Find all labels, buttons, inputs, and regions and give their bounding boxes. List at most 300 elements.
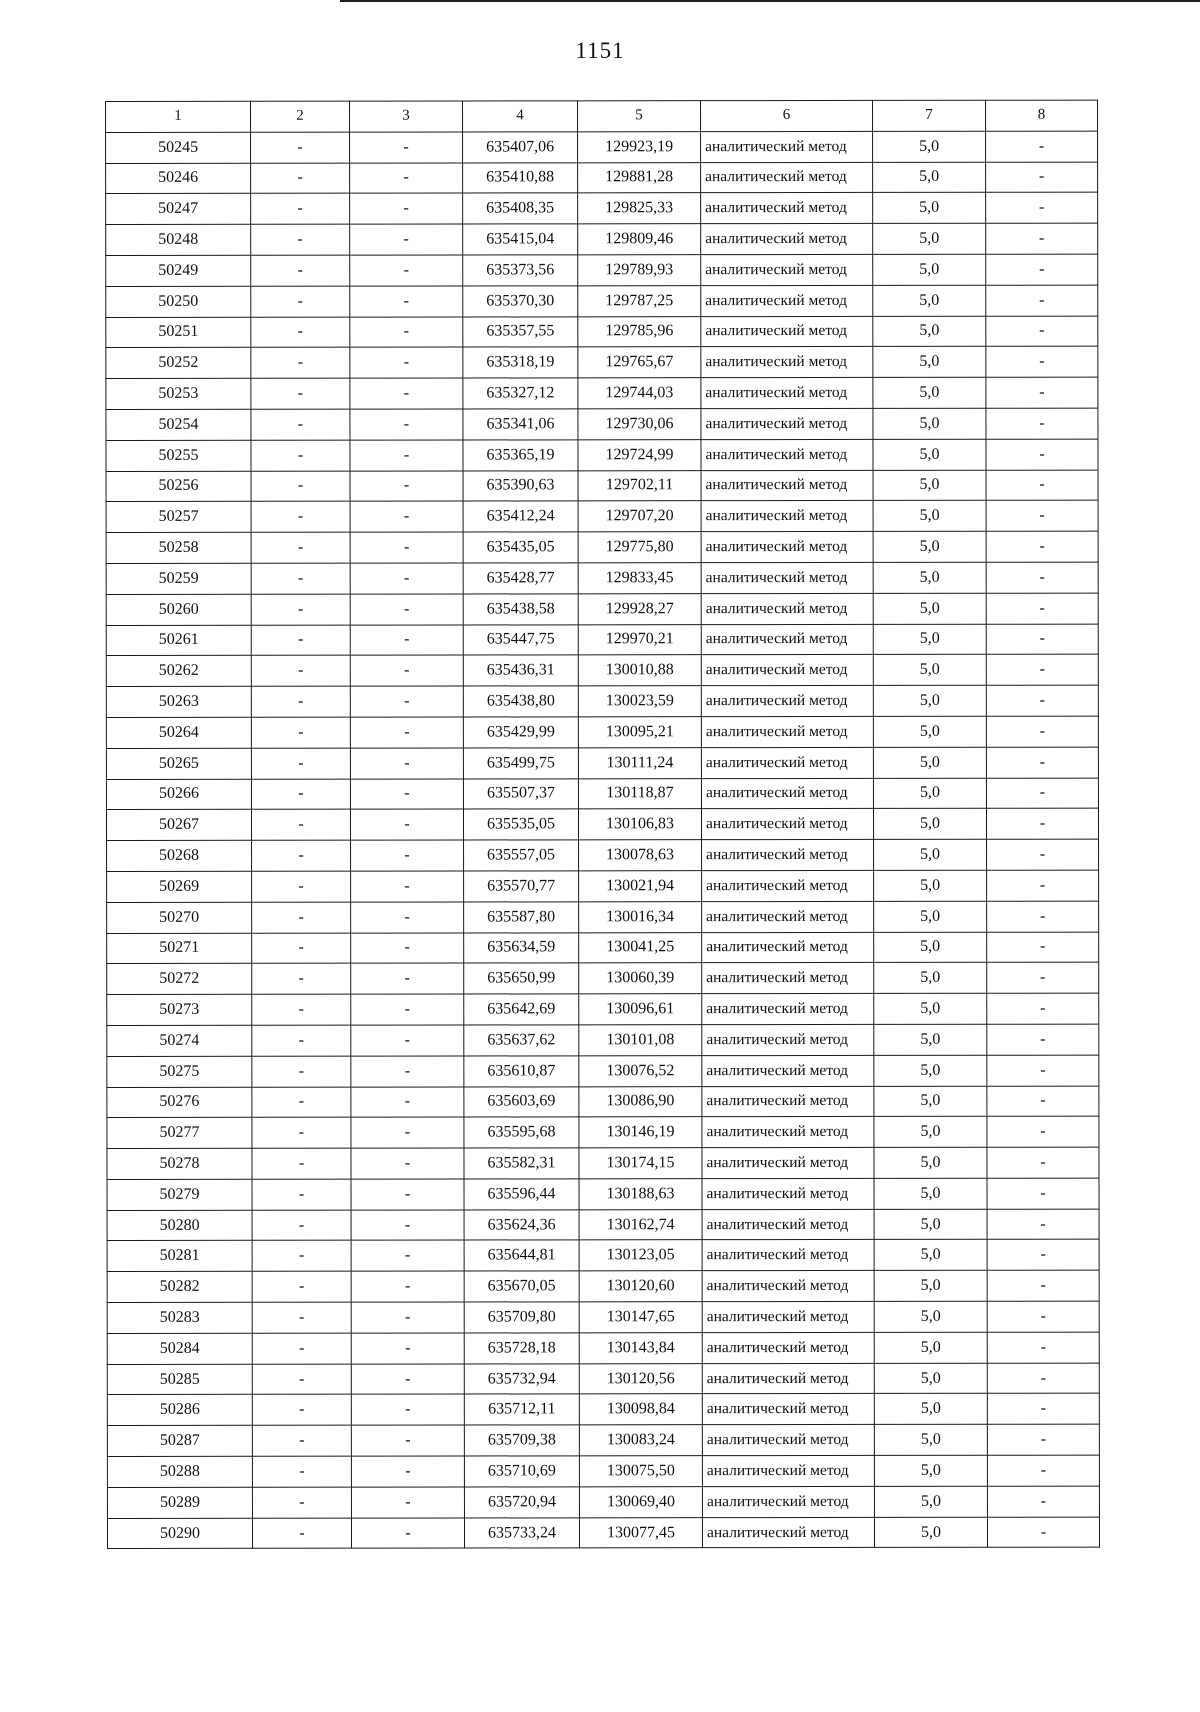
table-row — [106, 470, 1098, 502]
method-cell: аналитический метод — [701, 501, 873, 532]
method-cell: аналитический метод — [702, 1517, 874, 1548]
column-8-cell: - — [986, 470, 1098, 501]
column-header: 3 — [350, 101, 463, 132]
point-number-cell: 50260 — [106, 594, 251, 625]
accuracy-cell: 5,0 — [873, 716, 986, 747]
y-coordinate-cell: 130083,24 — [579, 1425, 702, 1456]
column-8-cell: - — [987, 1517, 1099, 1548]
x-coordinate-cell: 635507,37 — [463, 778, 578, 809]
x-coordinate-cell: 635610,87 — [464, 1056, 579, 1087]
column-2-cell: - — [252, 1241, 351, 1272]
table-row — [107, 1240, 1099, 1272]
point-number-cell: 50286 — [107, 1395, 252, 1426]
accuracy-cell: 5,0 — [873, 131, 986, 162]
y-coordinate-cell: 129970,21 — [578, 624, 701, 655]
accuracy-cell: 5,0 — [874, 1486, 987, 1517]
column-3-cell: - — [350, 471, 463, 502]
accuracy-cell: 5,0 — [873, 470, 986, 501]
y-coordinate-cell: 130118,87 — [578, 778, 701, 809]
table-row — [107, 1209, 1099, 1241]
column-8-cell: - — [987, 1178, 1099, 1209]
point-number-cell: 50287 — [107, 1426, 252, 1457]
table-row — [106, 500, 1098, 532]
accuracy-cell: 5,0 — [873, 747, 986, 778]
column-8-cell: - — [986, 624, 1098, 655]
column-3-cell: - — [350, 163, 463, 194]
y-coordinate-cell: 129881,28 — [578, 162, 701, 193]
column-2-cell: - — [252, 1456, 351, 1487]
column-2-cell: - — [251, 625, 350, 656]
method-cell: аналитический метод — [702, 1394, 874, 1425]
x-coordinate-cell: 635357,55 — [463, 316, 578, 347]
y-coordinate-cell: 130060,39 — [579, 963, 702, 994]
column-3-cell: - — [351, 1333, 464, 1364]
column-8-cell: - — [986, 654, 1098, 685]
column-8-cell: - — [986, 562, 1098, 593]
y-coordinate-cell: 130120,56 — [579, 1363, 702, 1394]
table-row — [106, 285, 1098, 317]
method-cell: аналитический метод — [701, 470, 873, 501]
x-coordinate-cell: 635410,88 — [463, 162, 578, 193]
y-coordinate-cell: 130069,40 — [579, 1487, 702, 1518]
column-2-cell: - — [251, 779, 350, 810]
method-cell: аналитический метод — [701, 778, 873, 809]
method-cell: аналитический метод — [701, 254, 873, 285]
column-2-cell: - — [252, 902, 351, 933]
method-cell: аналитический метод — [701, 562, 873, 593]
x-coordinate-cell: 635341,06 — [463, 409, 578, 440]
y-coordinate-cell: 130143,84 — [579, 1333, 702, 1364]
y-coordinate-cell: 130146,19 — [579, 1117, 702, 1148]
column-3-cell: - — [350, 779, 463, 810]
column-8-cell: - — [987, 932, 1099, 963]
accuracy-cell: 5,0 — [874, 1271, 987, 1302]
point-number-cell: 50278 — [107, 1148, 252, 1179]
table-row — [107, 1116, 1099, 1148]
accuracy-cell: 5,0 — [874, 1301, 987, 1332]
column-8-cell: - — [986, 808, 1098, 839]
x-coordinate-cell: 635650,99 — [464, 963, 579, 994]
y-coordinate-cell: 129775,80 — [578, 532, 701, 563]
column-8-cell: - — [987, 839, 1099, 870]
accuracy-cell: 5,0 — [874, 1024, 987, 1055]
x-coordinate-cell: 635438,58 — [463, 594, 578, 625]
column-3-cell: - — [351, 963, 464, 994]
point-number-cell: 50263 — [106, 686, 251, 717]
y-coordinate-cell: 130188,63 — [579, 1179, 702, 1210]
method-cell: аналитический метод — [701, 624, 873, 655]
table-row — [107, 901, 1099, 933]
column-3-cell: - — [350, 317, 463, 348]
y-coordinate-cell: 130095,21 — [578, 717, 701, 748]
column-3-cell: - — [351, 871, 464, 902]
column-2-cell: - — [252, 1518, 351, 1549]
accuracy-cell: 5,0 — [873, 778, 986, 809]
column-3-cell: - — [351, 1056, 464, 1087]
column-3-cell: - — [351, 1425, 464, 1456]
method-cell: аналитический метод — [702, 1363, 874, 1394]
accuracy-cell: 5,0 — [873, 562, 986, 593]
point-number-cell: 50265 — [106, 748, 251, 779]
method-cell: аналитический метод — [701, 131, 873, 162]
accuracy-cell: 5,0 — [874, 1055, 987, 1086]
accuracy-cell: 5,0 — [874, 839, 987, 870]
column-8-cell: - — [986, 747, 1098, 778]
accuracy-cell: 5,0 — [874, 1394, 987, 1425]
column-3-cell: - — [350, 686, 463, 717]
column-header: 7 — [872, 100, 985, 131]
column-3-cell: - — [350, 440, 463, 471]
x-coordinate-cell: 635603,69 — [464, 1086, 579, 1117]
column-3-cell: - — [350, 532, 463, 563]
method-cell: аналитический метод — [701, 747, 873, 778]
table-row — [107, 1178, 1099, 1210]
method-cell: аналитический метод — [701, 655, 873, 686]
column-8-cell: - — [987, 1055, 1099, 1086]
column-2-cell: - — [252, 1364, 351, 1395]
table-row — [106, 685, 1098, 717]
column-2-cell: - — [252, 1025, 351, 1056]
column-3-cell: - — [351, 1179, 464, 1210]
column-8-cell: - — [987, 993, 1099, 1024]
point-number-cell: 50257 — [106, 502, 251, 533]
point-number-cell: 50258 — [106, 532, 251, 563]
column-3-cell: - — [351, 933, 464, 964]
point-number-cell: 50245 — [106, 132, 251, 163]
point-number-cell: 50282 — [107, 1272, 252, 1303]
coordinates-table — [105, 100, 1100, 1550]
top-border-line — [340, 0, 1200, 2]
column-2-cell: - — [251, 563, 350, 594]
column-2-cell: - — [251, 409, 350, 440]
y-coordinate-cell: 129765,67 — [578, 347, 701, 378]
point-number-cell: 50279 — [107, 1179, 252, 1210]
y-coordinate-cell: 130023,59 — [578, 686, 701, 717]
column-2-cell: - — [252, 1487, 351, 1518]
point-number-cell: 50247 — [106, 194, 251, 225]
x-coordinate-cell: 635587,80 — [464, 902, 579, 933]
column-8-cell: - — [986, 131, 1098, 162]
column-2-cell: - — [251, 132, 350, 163]
y-coordinate-cell: 130016,34 — [579, 901, 702, 932]
point-number-cell: 50268 — [107, 840, 252, 871]
point-number-cell: 50266 — [106, 779, 251, 810]
column-2-cell: - — [252, 933, 351, 964]
x-coordinate-cell: 635428,77 — [463, 563, 578, 594]
column-header: 8 — [985, 100, 1097, 131]
method-cell: аналитический метод — [701, 716, 873, 747]
point-number-cell: 50249 — [106, 255, 251, 286]
point-number-cell: 50256 — [106, 471, 251, 502]
y-coordinate-cell: 130078,63 — [579, 840, 702, 871]
table-row — [106, 747, 1098, 779]
column-8-cell: - — [986, 531, 1098, 562]
accuracy-cell: 5,0 — [873, 193, 986, 224]
column-2-cell: - — [251, 317, 350, 348]
column-8-cell: - — [987, 1301, 1099, 1332]
point-number-cell: 50272 — [107, 964, 252, 995]
table-row — [106, 593, 1098, 625]
x-coordinate-cell: 635710,69 — [464, 1456, 579, 1487]
method-cell: аналитический метод — [701, 193, 873, 224]
x-coordinate-cell: 635733,24 — [464, 1517, 579, 1548]
accuracy-cell: 5,0 — [874, 1332, 987, 1363]
table-row — [106, 316, 1098, 348]
column-2-cell: - — [252, 871, 351, 902]
column-8-cell: - — [987, 1455, 1099, 1486]
column-8-cell: - — [986, 778, 1098, 809]
y-coordinate-cell: 130075,50 — [579, 1456, 702, 1487]
column-header: 6 — [701, 100, 873, 131]
method-cell: аналитический метод — [702, 1240, 874, 1271]
method-cell: аналитический метод — [701, 347, 873, 378]
table-row — [107, 1424, 1099, 1456]
column-8-cell: - — [986, 223, 1098, 254]
method-cell: аналитический метод — [701, 439, 873, 470]
column-8-cell: - — [987, 1363, 1099, 1394]
point-number-cell: 50274 — [107, 1025, 252, 1056]
point-number-cell: 50271 — [107, 933, 252, 964]
column-3-cell: - — [350, 655, 463, 686]
method-cell: аналитический метод — [702, 840, 874, 871]
column-8-cell: - — [987, 1332, 1099, 1363]
x-coordinate-cell: 635415,04 — [463, 224, 578, 255]
accuracy-cell: 5,0 — [873, 316, 986, 347]
column-2-cell: - — [251, 594, 350, 625]
method-cell: аналитический метод — [702, 1455, 874, 1486]
column-2-cell: - — [251, 502, 350, 533]
table-row — [106, 193, 1098, 225]
method-cell: аналитический метод — [701, 809, 873, 840]
x-coordinate-cell: 635365,19 — [463, 440, 578, 471]
accuracy-cell: 5,0 — [873, 408, 986, 439]
x-coordinate-cell: 635435,05 — [463, 532, 578, 563]
column-2-cell: - — [252, 840, 351, 871]
table-row — [106, 654, 1098, 686]
accuracy-cell: 5,0 — [873, 162, 986, 193]
y-coordinate-cell: 130101,08 — [579, 1025, 702, 1056]
method-cell: аналитический метод — [701, 593, 873, 624]
column-3-cell: - — [351, 1025, 464, 1056]
accuracy-cell: 5,0 — [873, 685, 986, 716]
column-2-cell: - — [251, 378, 350, 409]
accuracy-cell: 5,0 — [874, 1425, 987, 1456]
column-3-cell: - — [351, 1487, 464, 1518]
column-2-cell: - — [251, 440, 350, 471]
x-coordinate-cell: 635582,31 — [464, 1148, 579, 1179]
y-coordinate-cell: 130120,60 — [579, 1271, 702, 1302]
column-3-cell: - — [350, 409, 463, 440]
column-3-cell: - — [351, 1240, 464, 1271]
table-row — [107, 993, 1099, 1025]
column-2-cell: - — [252, 1210, 351, 1241]
accuracy-cell: 5,0 — [873, 593, 986, 624]
point-number-cell: 50264 — [106, 717, 251, 748]
x-coordinate-cell: 635732,94 — [464, 1364, 579, 1395]
accuracy-cell: 5,0 — [874, 1147, 987, 1178]
table-row — [107, 1455, 1099, 1487]
column-3-cell: - — [350, 224, 463, 255]
point-number-cell: 50261 — [106, 625, 251, 656]
y-coordinate-cell: 129833,45 — [578, 563, 701, 594]
column-2-cell: - — [252, 994, 351, 1025]
column-3-cell: - — [350, 563, 463, 594]
y-coordinate-cell: 130021,94 — [579, 871, 702, 902]
column-3-cell: - — [351, 1271, 464, 1302]
column-3-cell: - — [350, 255, 463, 286]
method-cell: аналитический метод — [702, 1055, 874, 1086]
x-coordinate-cell: 635670,05 — [464, 1271, 579, 1302]
x-coordinate-cell: 635644,81 — [464, 1240, 579, 1271]
point-number-cell: 50275 — [107, 1056, 252, 1087]
point-number-cell: 50248 — [106, 224, 251, 255]
column-8-cell: - — [987, 1209, 1099, 1240]
accuracy-cell: 5,0 — [874, 1455, 987, 1486]
accuracy-cell: 5,0 — [874, 1117, 987, 1148]
table-row — [107, 870, 1099, 902]
y-coordinate-cell: 129787,25 — [578, 285, 701, 316]
point-number-cell: 50276 — [107, 1087, 252, 1118]
accuracy-cell: 5,0 — [873, 439, 986, 470]
column-2-cell: - — [251, 656, 350, 687]
point-number-cell: 50262 — [106, 656, 251, 687]
column-8-cell: - — [986, 439, 1098, 470]
table-row — [106, 408, 1098, 440]
accuracy-cell: 5,0 — [873, 347, 986, 378]
y-coordinate-cell: 130096,61 — [579, 994, 702, 1025]
column-8-cell: - — [986, 285, 1098, 316]
accuracy-cell: 5,0 — [873, 285, 986, 316]
point-number-cell: 50251 — [106, 317, 251, 348]
column-2-cell: - — [252, 1148, 351, 1179]
table-row — [106, 778, 1098, 810]
y-coordinate-cell: 130162,74 — [579, 1209, 702, 1240]
column-8-cell: - — [987, 1270, 1099, 1301]
table-body — [106, 131, 1100, 1549]
table-row — [106, 377, 1098, 409]
column-3-cell: - — [350, 809, 463, 840]
accuracy-cell: 5,0 — [873, 809, 986, 840]
column-3-cell: - — [350, 193, 463, 224]
table-row — [106, 254, 1098, 286]
table-row — [107, 1486, 1099, 1518]
table-row — [106, 223, 1098, 255]
x-coordinate-cell: 635570,77 — [464, 871, 579, 902]
column-2-cell: - — [251, 686, 350, 717]
x-coordinate-cell: 635390,63 — [463, 470, 578, 501]
point-number-cell: 50285 — [107, 1364, 252, 1395]
accuracy-cell: 5,0 — [874, 932, 987, 963]
column-header: 1 — [106, 101, 251, 132]
method-cell: аналитический метод — [701, 408, 873, 439]
y-coordinate-cell: 130098,84 — [579, 1394, 702, 1425]
column-8-cell: - — [986, 500, 1098, 531]
method-cell: аналитический метод — [702, 1148, 874, 1179]
method-cell: аналитический метод — [702, 870, 874, 901]
accuracy-cell: 5,0 — [874, 870, 987, 901]
method-cell: аналитический метод — [702, 1178, 874, 1209]
point-number-cell: 50253 — [106, 378, 251, 409]
column-2-cell: - — [252, 1056, 351, 1087]
column-3-cell: - — [351, 1302, 464, 1333]
table-row — [107, 1024, 1099, 1056]
method-cell: аналитический метод — [701, 532, 873, 563]
y-coordinate-cell: 130041,25 — [579, 932, 702, 963]
column-header: 4 — [463, 101, 578, 132]
y-coordinate-cell: 129789,93 — [578, 255, 701, 286]
y-coordinate-cell: 129724,99 — [578, 439, 701, 470]
x-coordinate-cell: 635709,38 — [464, 1425, 579, 1456]
column-2-cell: - — [251, 194, 350, 225]
table-row — [107, 839, 1099, 871]
column-2-cell: - — [252, 1117, 351, 1148]
table-row — [107, 1055, 1099, 1087]
column-8-cell: - — [987, 1116, 1099, 1147]
method-cell: аналитический метод — [702, 1024, 874, 1055]
accuracy-cell: 5,0 — [873, 531, 986, 562]
accuracy-cell: 5,0 — [874, 1209, 987, 1240]
table-row — [107, 1517, 1099, 1549]
accuracy-cell: 5,0 — [874, 963, 987, 994]
column-header: 2 — [251, 101, 350, 132]
y-coordinate-cell: 129809,46 — [578, 224, 701, 255]
accuracy-cell: 5,0 — [873, 501, 986, 532]
table-header-row — [106, 100, 1098, 132]
column-3-cell: - — [350, 625, 463, 656]
point-number-cell: 50270 — [107, 902, 252, 933]
column-8-cell: - — [987, 1024, 1099, 1055]
y-coordinate-cell: 130086,90 — [579, 1086, 702, 1117]
column-3-cell: - — [350, 717, 463, 748]
method-cell: аналитический метод — [702, 1117, 874, 1148]
column-2-cell: - — [252, 1333, 351, 1364]
column-3-cell: - — [350, 501, 463, 532]
method-cell: аналитический метод — [701, 686, 873, 717]
point-number-cell: 50289 — [107, 1487, 252, 1518]
table-row — [107, 932, 1099, 964]
column-3-cell: - — [350, 378, 463, 409]
x-coordinate-cell: 635596,44 — [464, 1179, 579, 1210]
column-2-cell: - — [251, 809, 350, 840]
table-row — [107, 1394, 1099, 1426]
x-coordinate-cell: 635447,75 — [463, 624, 578, 655]
accuracy-cell: 5,0 — [873, 624, 986, 655]
table-row — [107, 962, 1099, 994]
accuracy-cell: 5,0 — [873, 377, 986, 408]
column-2-cell: - — [251, 224, 350, 255]
column-3-cell: - — [351, 1364, 464, 1395]
x-coordinate-cell: 635709,80 — [464, 1302, 579, 1333]
method-cell: аналитический метод — [702, 1425, 874, 1456]
column-2-cell: - — [252, 963, 351, 994]
x-coordinate-cell: 635327,12 — [463, 378, 578, 409]
accuracy-cell: 5,0 — [874, 1240, 987, 1271]
accuracy-cell: 5,0 — [874, 1363, 987, 1394]
column-8-cell: - — [986, 162, 1098, 193]
method-cell: аналитический метод — [702, 963, 874, 994]
table-row — [107, 1301, 1099, 1333]
column-3-cell: - — [351, 1117, 464, 1148]
column-2-cell: - — [252, 1179, 351, 1210]
point-number-cell: 50252 — [106, 348, 251, 379]
column-2-cell: - — [251, 286, 350, 317]
method-cell: аналитический метод — [701, 316, 873, 347]
method-cell: аналитический метод — [701, 162, 873, 193]
x-coordinate-cell: 635438,80 — [463, 686, 578, 717]
column-3-cell: - — [351, 902, 464, 933]
point-number-cell: 50284 — [107, 1333, 252, 1364]
point-number-cell: 50269 — [107, 871, 252, 902]
